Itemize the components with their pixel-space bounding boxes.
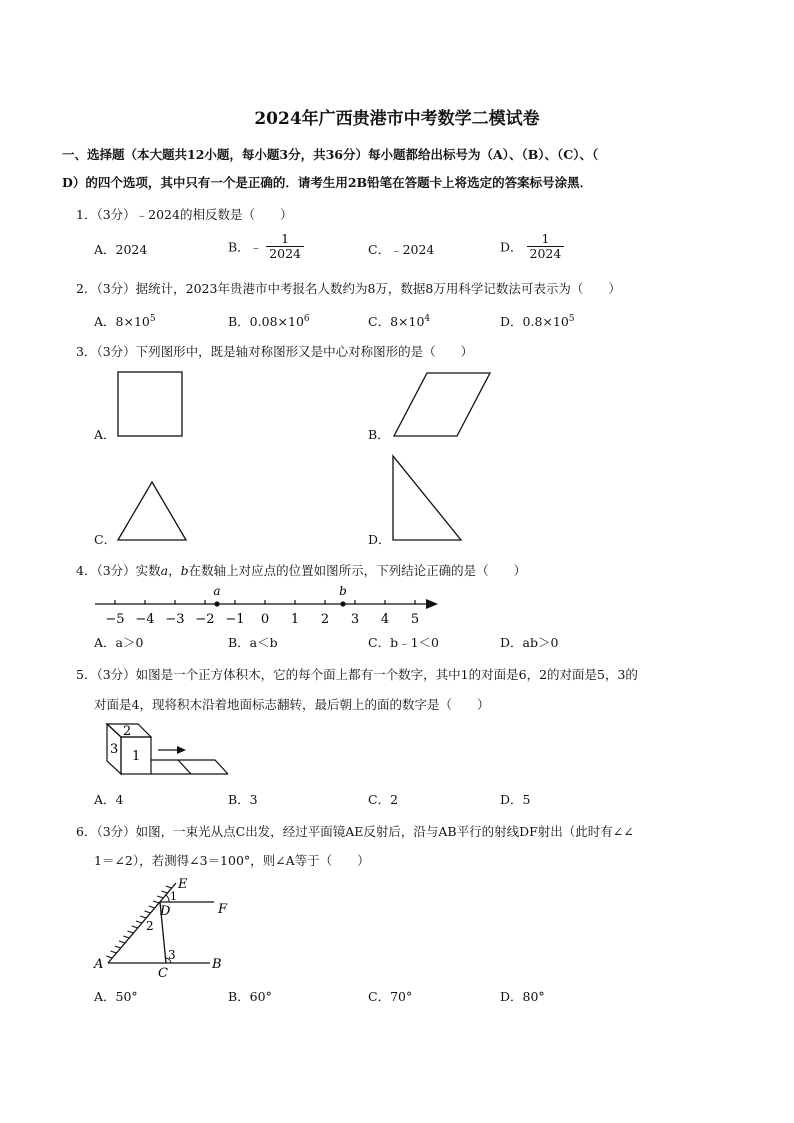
q4-option-d: D．ab＞0	[500, 635, 559, 650]
q4-tick-label: 5	[410, 612, 420, 627]
q4-var-a: a	[160, 563, 169, 578]
q6-label-D: D	[160, 904, 171, 919]
q4-tick-label: −3	[165, 612, 185, 627]
q4-point-label-b: b	[339, 584, 347, 598]
q6-label-angle-1: 1	[170, 890, 177, 903]
q6-label-E: E	[178, 877, 188, 892]
q4-tick-label: −5	[105, 612, 125, 627]
q6-hatch-mark	[157, 896, 163, 898]
q6-label-C: C	[158, 966, 168, 981]
q6-hatch-mark	[128, 931, 134, 933]
q1-stem: 1．（3分）﹣2024的相反数是（ ）	[76, 207, 293, 222]
exam-title: 2024年广西贵港市中考数学二模试卷	[254, 109, 540, 129]
q6-hatch-mark	[106, 956, 112, 958]
q4-tick-label: 0	[260, 612, 270, 627]
q4-stem-post: 在数轴上对应点的位置如图所示，下列结论正确的是（ ）	[188, 563, 527, 578]
q6-hatch-mark	[119, 941, 125, 943]
q4-tick-label: 1	[290, 612, 300, 627]
q5-option-d: D．5	[500, 792, 531, 807]
q2-option-b-exp: 6	[303, 313, 310, 324]
q6-hatch-mark	[115, 946, 121, 948]
q4-comma: ，	[168, 563, 181, 578]
q2-option-d-exp: 5	[568, 313, 575, 324]
q5-stem-line2: 对面是4，现将积木沿着地面标志翻转，最后朝上的面的数字是（ ）	[94, 697, 490, 712]
q2-option-d-base: D．0.8×10	[500, 314, 569, 329]
q3-option-c-label: C．	[94, 532, 117, 547]
q6-label-B: B	[212, 957, 222, 972]
q1-option-d-prefix: D．	[500, 239, 523, 255]
q1-option-b-denominator: 2024	[269, 245, 301, 261]
q6-hatch-mark	[145, 911, 151, 913]
q6-hatch-mark	[123, 936, 129, 938]
q4-tick-label: −2	[195, 612, 215, 627]
q4-option-b: B．a＜b	[228, 635, 278, 650]
q6-stem-line2: 1＝∠2），若测得∠3＝100°，则∠A等于（ ）	[94, 853, 370, 868]
q6-option-d: D．80°	[500, 989, 545, 1004]
q2-option-c-exp: 4	[424, 313, 431, 324]
q1-option-b-prefix: B．﹣	[228, 239, 263, 255]
q2-stem: 2．（3分）据统计，2023年贵港市中考报名人数约为8万，数据8万用科学记数法可表示为（ ）	[76, 281, 621, 296]
section-instructions-line2: D）的四个选项，其中只有一个是正确的．请考生用2B铅笔在答题卡上将选定的答案标号涂黑．	[62, 175, 593, 190]
q6-option-b: B．60°	[228, 989, 272, 1004]
q4-stem-pre: 4．（3分）实数	[76, 563, 161, 578]
q6-label-F: F	[218, 902, 228, 917]
q2-option-a-base: A．8×10	[94, 314, 150, 329]
q6-hatch-mark	[166, 886, 172, 888]
q5-option-b: B．3	[228, 792, 258, 807]
q2-option-c-base: C．8×10	[368, 314, 425, 329]
q1-option-d-numerator: 1	[527, 232, 565, 247]
q3-option-b-label: B．	[368, 427, 390, 442]
q6-hatch-mark	[136, 921, 142, 923]
q5-stem-line1: 5．（3分）如图是一个正方体积木，它的每个面上都有一个数字，其中1的对面是6，2的对面是5，3的	[76, 667, 638, 682]
section-instructions-line1: 一、选择题（本大题共12小题，每小题3分，共36分）每小题都给出标号为（A）、（B）、（C）、（	[62, 147, 599, 162]
q6-hatch-mark	[153, 901, 159, 903]
q4-option-c: C．b﹣1＜0	[368, 635, 439, 650]
q5-label-top: 2	[123, 724, 132, 739]
q1-option-d-denominator: 2024	[529, 245, 562, 261]
q6-hatch-mark	[162, 891, 168, 893]
q3-option-d-label: D．	[368, 532, 391, 547]
q6-label-angle-2: 2	[146, 919, 154, 933]
q5-option-c: C．2	[368, 792, 399, 807]
q4-point-label-a: a	[213, 584, 221, 598]
q6-option-a: A．50°	[94, 989, 138, 1004]
q3-stem: 3．（3分）下列图形中，既是轴对称图形又是中心对称图形的是（ ）	[76, 344, 474, 359]
q6-option-c: C．70°	[368, 989, 413, 1004]
q6-label-angle-3: 3	[168, 948, 176, 962]
q5-label-front: 1	[132, 749, 141, 764]
q1-option-c: C．﹣2024	[368, 242, 435, 257]
q6-hatch-mark	[140, 916, 146, 918]
q4-tick-label: 4	[380, 612, 390, 627]
q4-tick-label: 3	[350, 612, 360, 627]
q1-option-b-numerator: 1	[266, 232, 304, 247]
q4-tick-label: −1	[225, 612, 245, 627]
q5-option-a: A．4	[94, 792, 124, 807]
q4-tick-label: −4	[135, 612, 155, 627]
q6-stem-line1: 6．（3分）如图，一束光从点C出发，经过平面镜AE反射后，沿与AB平行的射线DF射出（此时有∠∠	[76, 824, 634, 839]
q6-angle-1-arc	[166, 895, 169, 902]
q4-option-a: A．a＞0	[94, 635, 144, 650]
q3-option-a-label: A．	[94, 427, 116, 442]
q6-hatch-mark	[132, 926, 138, 928]
q1-option-a: A．2024	[94, 242, 148, 257]
q5-label-left: 3	[110, 742, 119, 757]
q4-tick-label: 2	[320, 612, 330, 627]
q2-option-b-base: B．0.08×10	[228, 314, 304, 329]
q6-hatch-mark	[111, 951, 117, 953]
q6-label-A: A	[94, 957, 104, 972]
q6-hatch-mark	[149, 906, 155, 908]
q4-var-b: b	[180, 563, 189, 578]
q2-option-a-exp: 5	[149, 313, 156, 324]
